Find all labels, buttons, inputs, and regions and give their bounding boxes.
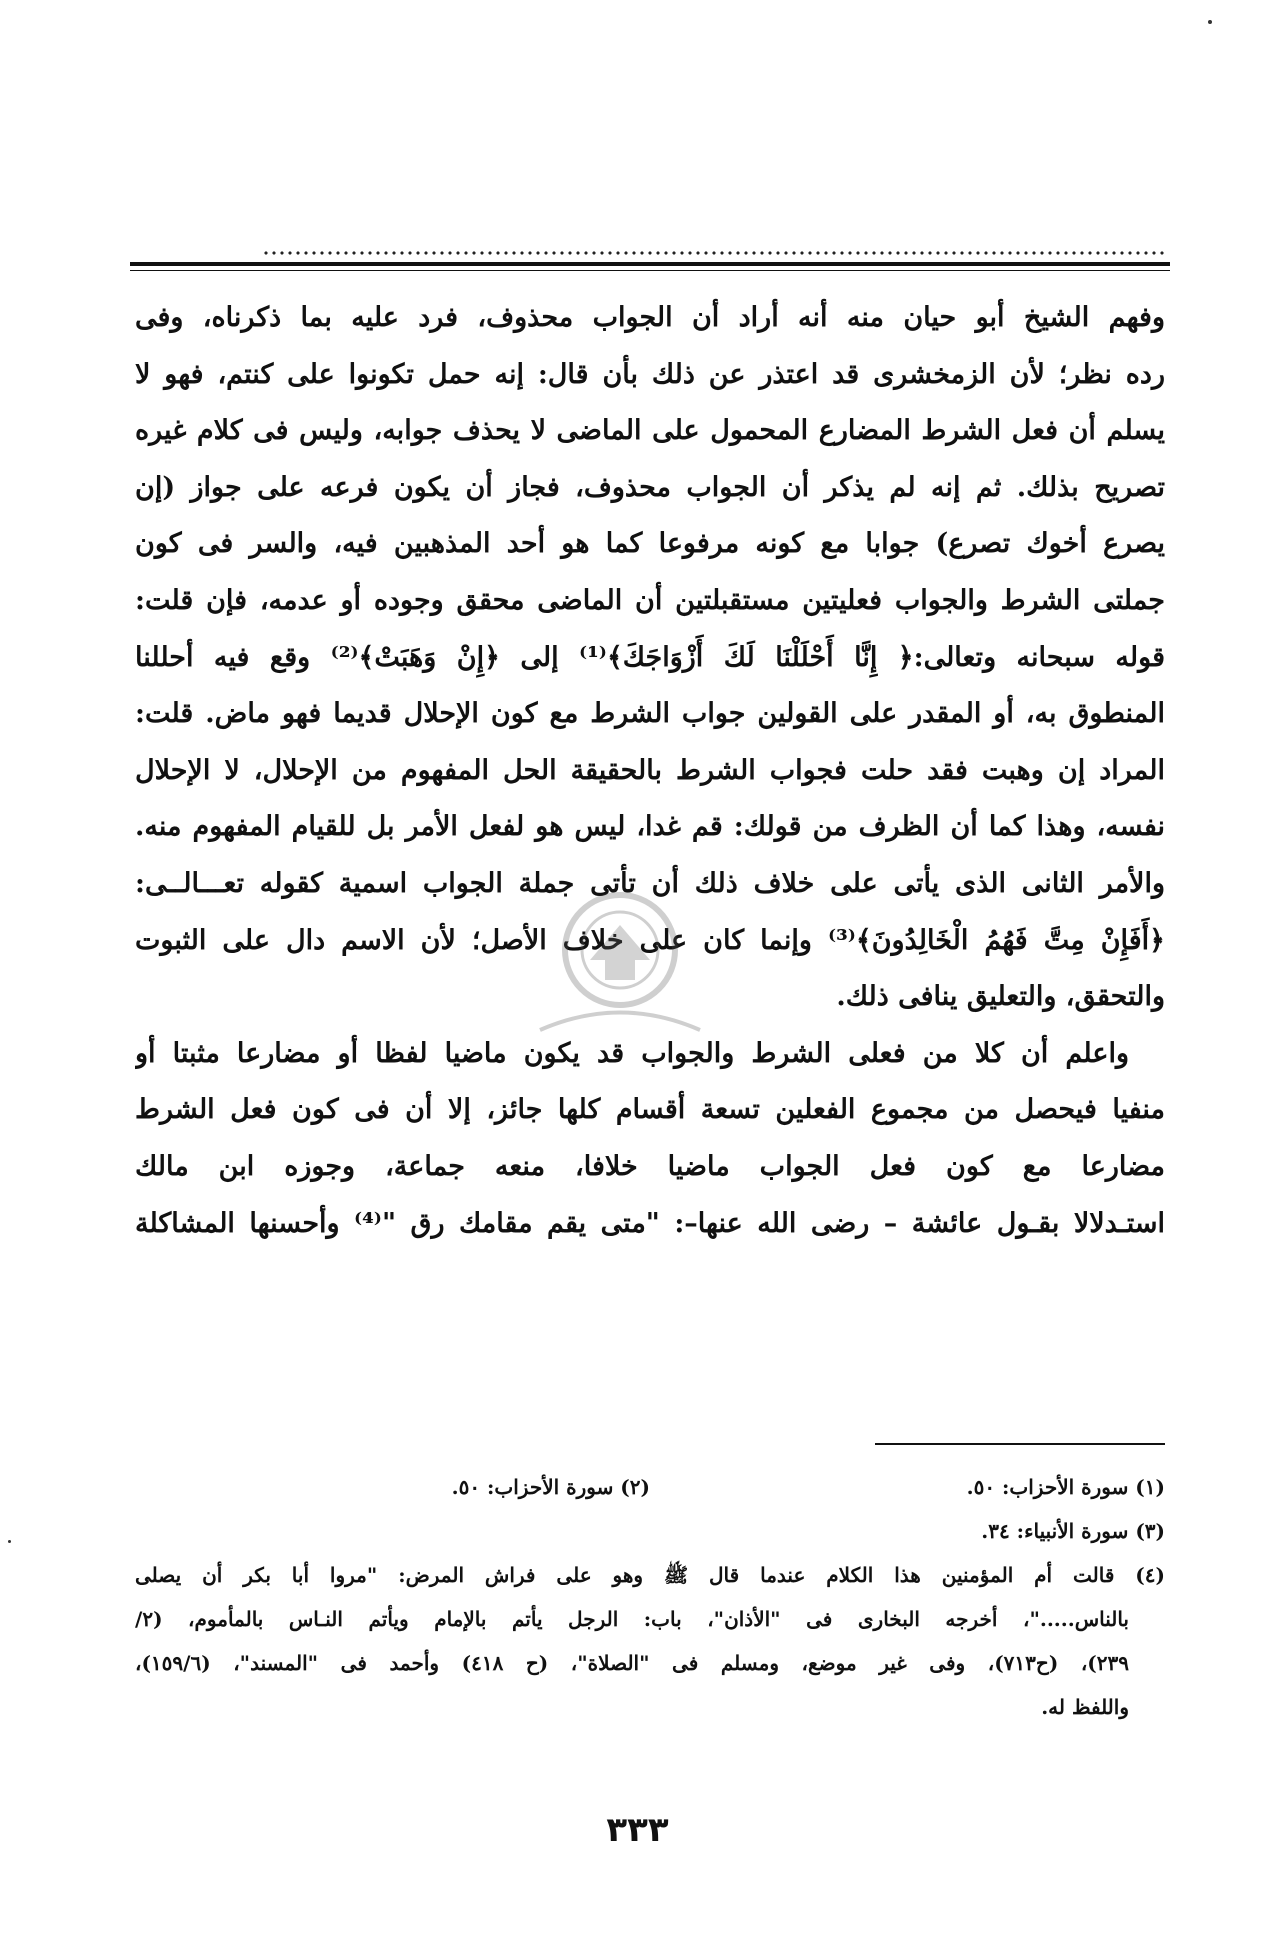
scan-speck — [1208, 20, 1212, 24]
footnote-4-line: واللفظ له. — [1041, 1695, 1129, 1719]
text-line: منفيا فيحصل من مجموع الفعلين تسعة أقسام كلها جائز، إلا أن فى كون فعل الشرط — [135, 1094, 1165, 1126]
footnote-4-line: ٢٣٩)، (ح٧١٣)، وفى غير موضع، ومسلم فى "الصلاة"، (ح ٤١٨) وأحمد فى "المسند"، (١٥٩/٦)، — [135, 1651, 1129, 1675]
scan-speck — [8, 1540, 11, 1543]
footnote-row — [135, 1465, 1165, 1509]
text-line: رده نظر؛ لأن الزمخشرى قد اعتذر عن ذلك بأن قال: إنه حمل تكونوا على كنتم، فهو لا — [135, 358, 1165, 390]
text-line: المنطوق به، أو المقدر على القولين جواب الشرط مع كون الإحلال قديما فهو ماض. قلت: — [135, 698, 1165, 730]
text-line: وفهم الشيخ أبو حيان منه أنه أراد أن الجواب محذوف، فرد عليه بما ذكرناه، وفى — [135, 302, 1165, 333]
header-thin-rule — [130, 270, 1170, 271]
text-line: يسلم أن فعل الشرط المضارع المحمول على الماضى لا يحذف جوابه، وليس فى كلام غيره — [135, 415, 1165, 447]
text-line: ﴿أَفَإِنْ مِتَّ فَهُمُ الْخَالِدُونَ﴾⁽³⁾ وإنما كان على خلاف الأصل؛ لأن الاسم دال على الثبوت — [135, 924, 1165, 956]
footnote-4-line: (٤) قالت أم المؤمنين هذا الكلام عندما قال ﷺ وهو على فراش المرض: "مروا أبا بكر أن يصلى — [135, 1563, 1165, 1587]
text-line: جملتى الشرط والجواب فعليتين مستقبلتين أن الماضى محقق وجوده أو عدمه، فإن قلت: — [135, 584, 1165, 616]
footnote-row — [135, 1509, 1165, 1553]
text-line: نفسه، وهذا كما أن الظرف من قولك: قم غدا، ليس هو لفعل الأمر بل للقيام المفهوم منه. — [135, 811, 1165, 843]
text-line: واعلم أن كلا من فعلى الشرط والجواب قد يكون ماضيا لفظا أو مضارعا مثبتا أو — [135, 1037, 1129, 1069]
text-line: تصريح بذلك. ثم إنه لم يذكر أن الجواب محذوف، فجاز أن يكون فرعه على جواز (إن — [135, 471, 1165, 503]
footnote-4-line: بالناس....."، أخرجه البخارى فى "الأذان"، باب: الرجل يأتم بالإمام ويأتم النـاس بالمأموم، (٢/ — [135, 1607, 1129, 1631]
text-line: والأمر الثانى الذى يأتى على خلاف ذلك أن تأتى جملة الجواب اسمية كقوله تعـــالــى: — [135, 867, 1165, 899]
text-line: والتحقق، والتعليق ينافى ذلك. — [836, 981, 1165, 1013]
text-line: قوله سبحانه وتعالى:﴿ إِنَّا أَحْلَلْنَا لَكَ أَزْوَاجَكَ﴾⁽¹⁾ إلى ﴿إِنْ وَهَبَتْ﴾⁽²⁾ وقع فيه أحللنا — [135, 641, 1165, 673]
library-watermark-logo — [520, 880, 720, 1040]
header-dotted-rule — [262, 250, 1167, 256]
footnote-3: (٣) سورة الأنبياء: ٣٤. — [981, 1519, 1165, 1543]
footnote-2: (٢) سورة الأحزاب: ٥٠. — [451, 1475, 650, 1499]
header-thick-rule — [130, 262, 1170, 266]
footnote-separator — [875, 1443, 1165, 1445]
footnotes — [135, 1465, 1165, 1729]
page-number: ٣٣٣ — [606, 1810, 669, 1850]
footnote-1: (١) سورة الأحزاب: ٥٠. — [966, 1475, 1165, 1499]
text-line: استـدلالا بقـول عائشة – رضى الله عنها–: "متى يقم مقامك رق "⁽⁴⁾ وأحسنها المشاكلة — [135, 1207, 1165, 1239]
text-line: يصرع أخوك تصرع) جوابا مع كونه مرفوعا كما هو أحد المذهبين فيه، والسر فى كون — [135, 528, 1165, 560]
text-line: مضارعا مع كون فعل الجواب ماضيا خلافا، منعه جماعة، وجوزه ابن مالك — [135, 1150, 1165, 1182]
text-line: المراد إن وهبت فقد حلت فجواب الشرط بالحقيقة الحل المفهوم من الإحلال، لا الإحلال — [135, 754, 1165, 786]
main-text — [135, 290, 1165, 1252]
